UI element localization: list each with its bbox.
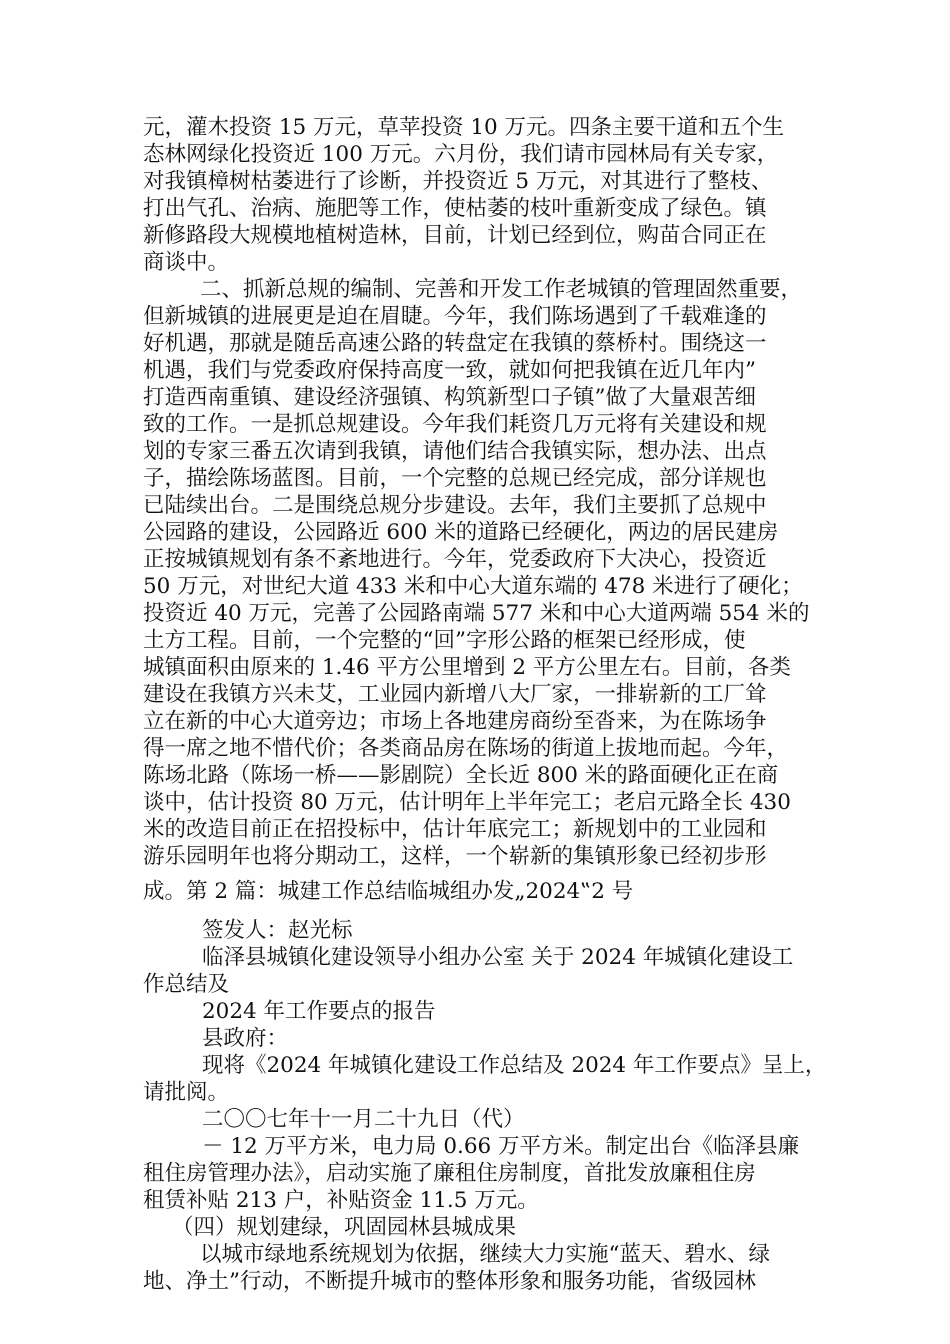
body-line: 游乐园明年也将分期动工，这样，一个崭新的集镇形象已经初步形: [143, 844, 767, 869]
body-line: 建设在我镇方兴未艾，工业园内新增八大厂家，一排崭新的工厂耸: [143, 682, 767, 707]
body-line: 正按城镇规划有条不紊地进行。今年，党委政府下大决心，投资近: [143, 547, 767, 572]
body-line: 地、净土”行动，不断提升城市的整体形象和服务功能，省级园林: [143, 1269, 756, 1294]
body-line: 现将《2024 年城镇化建设工作总结及 2024 年工作要点》呈上，: [202, 1053, 827, 1078]
report-heading: 2024 年工作要点的报告: [202, 999, 436, 1024]
subsection-heading: （四）规划建绿，巩固园林县城成果: [172, 1215, 517, 1240]
body-line: 对我镇樟树枯萎进行了诊断，并投资近 5 万元，对其进行了整枝、: [143, 169, 773, 194]
body-line: 态林网绿化投资近 100 万元。六月份，我们请市园林局有关专家，: [143, 142, 779, 167]
body-line: 好机遇，那就是随岳高速公路的转盘定在我镇的蔡桥村。围绕这一: [143, 331, 767, 356]
body-line: 元，灌木投资 15 万元，草苹投资 10 万元。四条主要干道和五个生: [143, 115, 785, 140]
body-line: 得一席之地不惜代价；各类商品房在陈场的街道上拔地而起。今年，: [143, 736, 789, 761]
section-title: 成。第 2 篇：城建工作总结临城组办发„2024‟2 号: [143, 879, 634, 904]
body-line: 子，描绘陈场蓝图。目前，一个完整的总规已经完成，部分详规也: [143, 466, 767, 491]
body-line: 租赁补贴 213 户，补贴资金 11.5 万元。: [143, 1188, 539, 1213]
body-line: 新修路段大规模地植树造林，目前，计划已经到位，购苗合同正在: [143, 223, 767, 248]
report-heading: 临泽县城镇化建设领导小组办公室 关于 2024 年城镇化建设工: [202, 945, 794, 970]
body-line: 致的工作。一是抓总规建设。今年我们耗资几万元将有关建设和规: [143, 412, 767, 437]
paragraph-start: 二、抓新总规的编制、完善和开发工作老城镇的管理固然重要，: [200, 277, 803, 302]
body-line: 城镇面积由原来的 1.46 平方公里增到 2 平方公里左右。目前，各类: [143, 655, 791, 680]
body-line: 租住房管理办法》，启动实施了廉租住房制度，首批发放廉租住房: [143, 1161, 756, 1186]
body-line: 50 万元，对世纪大道 433 米和中心大道东端的 478 米进行了硬化；: [143, 574, 803, 599]
body-line: 但新城镇的进展更是迫在眉睫。今年，我们陈场遇到了千载难逢的: [143, 304, 767, 329]
body-line: 米的改造目前正在招投标中，估计年底完工；新规划中的工业园和: [143, 817, 767, 842]
body-line: 谈中，估计投资 80 万元，估计明年上半年完工；老启元路全长 430: [143, 790, 791, 815]
body-line: 公园路的建设，公园路近 600 米的道路已经硬化，两边的居民建房: [143, 520, 779, 545]
body-line: 划的专家三番五次请到我镇，请他们结合我镇实际，想办法、出点: [143, 439, 767, 464]
body-line: 已陆续出台。二是围绕总规分步建设。去年，我们主要抓了总规中: [143, 493, 767, 518]
signer-line: 签发人：赵光标: [202, 918, 353, 943]
body-line: 以城市绿地系统规划为依据，继续大力实施“蓝天、碧水、绿: [200, 1242, 770, 1267]
body-line: 打出气孔、治病、施肥等工作，使枯萎的枝叶重新变成了绿色。镇: [143, 196, 767, 221]
body-line: － 12 万平方米，电力局 0.66 万平方米。制定出台《临泽县廉: [202, 1134, 800, 1159]
body-line: 投资近 40 万元，完善了公园路南端 577 米和中心大道两端 554 米的: [143, 601, 810, 626]
body-line: 陈场北路（陈场一桥——影剧院）全长近 800 米的路面硬化正在商: [143, 763, 779, 788]
body-line: 请批阅。: [143, 1080, 230, 1105]
addressee: 县政府：: [202, 1026, 289, 1051]
report-heading: 作总结及: [143, 972, 230, 997]
body-line: 商谈中。: [143, 250, 230, 275]
date-line: 二〇〇七年十一月二十九日（代）: [202, 1107, 525, 1132]
body-line: 机遇，我们与党委政府保持高度一致，就如何把我镇在近几年内”: [143, 358, 756, 383]
body-line: 打造西南重镇、建设经济强镇、构筑新型口子镇”做了大量艰苦细: [143, 385, 756, 410]
body-line: 立在新的中心大道旁边；市场上各地建房商纷至沓来，为在陈场争: [143, 709, 767, 734]
body-line: 土方工程。目前，一个完整的“回”字形公路的框架已经形成，使: [143, 628, 746, 653]
